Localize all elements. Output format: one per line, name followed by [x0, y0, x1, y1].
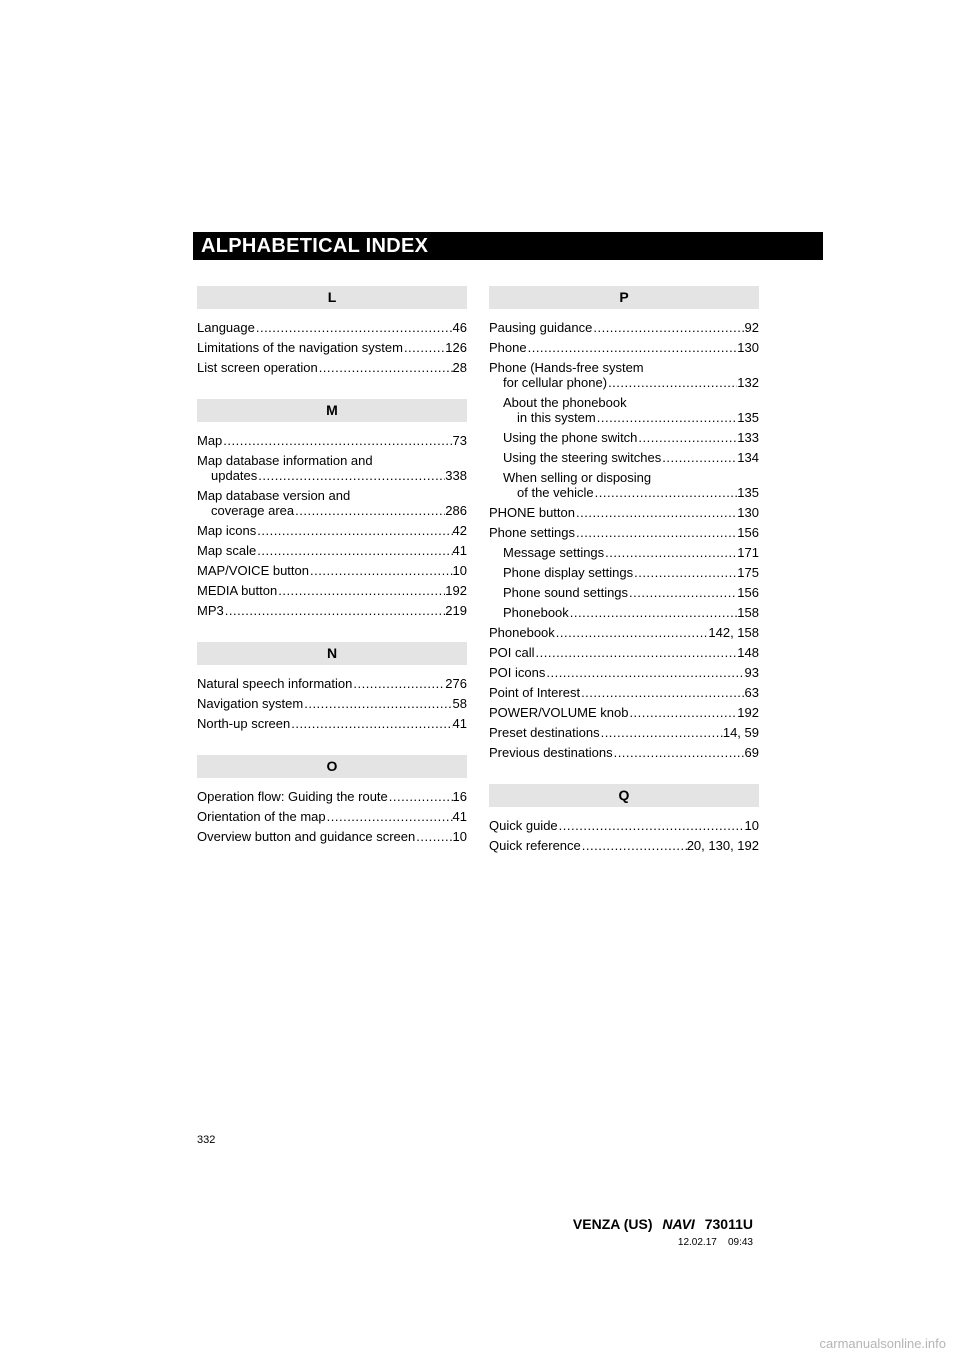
- entry-page-number: 16: [452, 789, 467, 804]
- entry-text: List screen operation: [197, 360, 318, 375]
- entry-text: Previous destinations: [489, 745, 613, 760]
- entry-heading: About the phonebook: [503, 395, 627, 410]
- entry-text: POI icons: [489, 665, 546, 680]
- dot-leader: [575, 505, 737, 520]
- entry-line: [197, 503, 467, 518]
- entry-page-number: 135: [737, 410, 759, 425]
- footer-navi: NAVI: [662, 1216, 695, 1232]
- dot-leader: [600, 725, 723, 740]
- entry-page-number: 58: [452, 696, 467, 711]
- entry-page-number: 286: [445, 503, 467, 518]
- entry-text: Preset destinations: [489, 725, 600, 740]
- entry-page-number: 134: [737, 450, 759, 465]
- entry-line: [197, 340, 467, 355]
- index-entry[interactable]: [197, 523, 467, 538]
- entry-line: [489, 605, 759, 620]
- entry-line: [197, 716, 467, 731]
- footer-date: 12.02.17: [677, 1237, 717, 1248]
- dot-leader: [575, 525, 737, 540]
- entry-heading: Phone (Hands-free system: [489, 360, 644, 375]
- entry-heading: Map database version and: [197, 488, 351, 503]
- dot-leader: [222, 433, 452, 448]
- index-entry[interactable]: [489, 450, 759, 465]
- dot-leader: [255, 320, 453, 335]
- entry-page-number: 41: [452, 716, 467, 731]
- entry-page-number: 69: [744, 745, 759, 760]
- footer-time: 09:43: [727, 1237, 753, 1248]
- entry-page-number: 73: [452, 433, 467, 448]
- index-entry[interactable]: [489, 685, 759, 700]
- index-entry[interactable]: [197, 433, 467, 448]
- section-letter: L: [197, 286, 467, 309]
- index-entry[interactable]: [197, 696, 467, 711]
- entry-text: Phone settings: [489, 525, 576, 540]
- entry-text: Quick guide: [489, 818, 558, 833]
- entry-text: Language: [197, 320, 255, 335]
- entry-page-number: 156: [737, 525, 759, 540]
- entry-text: Map: [197, 433, 223, 448]
- entry-line: [489, 705, 759, 720]
- index-section: [197, 755, 467, 844]
- entry-line: [489, 838, 759, 853]
- entry-text: Orientation of the map: [197, 809, 326, 824]
- index-entry[interactable]: [197, 716, 467, 731]
- index-entry[interactable]: [489, 665, 759, 680]
- entry-line: [197, 468, 467, 483]
- dot-leader: [415, 829, 452, 844]
- entry-page-number: 10: [452, 829, 467, 844]
- entry-page-number: 219: [445, 603, 467, 618]
- dot-leader: [580, 685, 744, 700]
- entry-text: MEDIA button: [197, 583, 278, 598]
- entry-line: [197, 523, 467, 538]
- entry-line: [489, 645, 759, 660]
- index-entry[interactable]: [197, 340, 467, 355]
- dot-leader: [581, 838, 687, 853]
- entry-page-number: 14, 59: [722, 725, 759, 740]
- section-letter: O: [197, 755, 467, 778]
- page-number: 332: [197, 1134, 216, 1146]
- entry-text: Quick reference: [489, 838, 581, 853]
- entry-text: Point of Interest: [489, 685, 581, 700]
- dot-leader: [535, 645, 738, 660]
- index-entry[interactable]: [489, 645, 759, 660]
- entry-page-number: 20, 130, 192: [686, 838, 759, 853]
- entry-page-number: 41: [452, 543, 467, 558]
- entry-page-number: 10: [744, 818, 759, 833]
- dot-leader: [326, 809, 453, 824]
- index-entry[interactable]: [197, 488, 467, 518]
- entry-line: [489, 565, 759, 580]
- section-letter: P: [489, 286, 759, 309]
- entry-line: [197, 543, 467, 558]
- index-section: [197, 286, 467, 375]
- index-entry[interactable]: [489, 625, 759, 640]
- index-entry[interactable]: [489, 565, 759, 580]
- entry-line: [197, 433, 467, 448]
- entry-line: [489, 320, 759, 335]
- entry-line: [489, 818, 759, 833]
- entry-text: Using the phone switch: [503, 430, 638, 445]
- entry-page-number: 338: [445, 468, 467, 483]
- index-section: [197, 642, 467, 731]
- entry-text: Overview button and guidance screen: [197, 829, 416, 844]
- entry-line: [197, 676, 467, 691]
- entry-page-number: 192: [737, 705, 759, 720]
- entry-text: Natural speech information: [197, 676, 353, 691]
- entry-page-number: 93: [744, 665, 759, 680]
- dot-leader: [594, 485, 738, 500]
- entry-text: in this system: [517, 410, 596, 425]
- entry-page-number: 92: [744, 320, 759, 335]
- dot-leader: [637, 430, 737, 445]
- index-entry[interactable]: [197, 809, 467, 824]
- index-entry[interactable]: [489, 360, 759, 390]
- entry-text: PHONE button: [489, 505, 575, 520]
- entry-text: Phonebook: [503, 605, 569, 620]
- index-entry[interactable]: [489, 605, 759, 620]
- footer-code: 73011U: [704, 1216, 753, 1232]
- index-entry[interactable]: [489, 340, 759, 355]
- index-entry[interactable]: [197, 360, 467, 375]
- entry-line: [489, 725, 759, 740]
- index-entry[interactable]: [197, 676, 467, 691]
- entry-text: Pausing guidance: [489, 320, 593, 335]
- entry-text: Navigation system: [197, 696, 304, 711]
- dot-leader: [256, 523, 452, 538]
- dot-leader: [592, 320, 744, 335]
- index-entry[interactable]: [489, 545, 759, 560]
- entry-text: Phone: [489, 340, 527, 355]
- index-entry[interactable]: [197, 829, 467, 844]
- entry-page-number: 158: [737, 605, 759, 620]
- entry-text: POI call: [489, 645, 535, 660]
- dot-leader: [403, 340, 445, 355]
- entry-heading: When selling or disposing: [503, 470, 652, 485]
- index-entry[interactable]: [489, 395, 759, 425]
- dot-leader: [661, 450, 737, 465]
- entry-line: [489, 375, 759, 390]
- entry-text: Limitations of the navigation system: [197, 340, 403, 355]
- dot-leader: [545, 665, 744, 680]
- entry-line: [197, 829, 467, 844]
- index-entry[interactable]: [489, 320, 759, 335]
- dot-leader: [290, 716, 452, 731]
- index-section: [489, 784, 759, 853]
- entry-line: [489, 505, 759, 520]
- dot-leader: [318, 360, 453, 375]
- entry-line: [489, 745, 759, 760]
- dot-leader: [558, 818, 745, 833]
- dot-leader: [303, 696, 452, 711]
- entry-page-number: 276: [445, 676, 467, 691]
- entry-page-number: 132: [737, 375, 759, 390]
- footer-model: VENZA (US): [572, 1216, 653, 1232]
- entry-page-number: 46: [452, 320, 467, 335]
- entry-line: [489, 525, 759, 540]
- index-entry[interactable]: [197, 603, 467, 618]
- index-entry[interactable]: [489, 725, 759, 740]
- footer-timestamp: [678, 1237, 753, 1248]
- index-column-right: [489, 286, 759, 877]
- entry-line: [489, 340, 759, 355]
- entry-line: [197, 360, 467, 375]
- entry-page-number: 135: [737, 485, 759, 500]
- entry-page-number: 126: [445, 340, 467, 355]
- entry-text: coverage area: [211, 503, 295, 518]
- entry-text: for cellular phone): [503, 375, 608, 390]
- watermark: carmanualsonline.info: [819, 1336, 946, 1351]
- entry-line: [489, 665, 759, 680]
- index-entry[interactable]: [489, 838, 759, 853]
- entry-heading: Map database information and: [197, 453, 373, 468]
- dot-leader: [633, 565, 737, 580]
- entry-line: [489, 430, 759, 445]
- entry-page-number: 133: [737, 430, 759, 445]
- entry-text: Operation flow: Guiding the route: [197, 789, 388, 804]
- entry-line: [489, 410, 759, 425]
- index-entry[interactable]: [197, 320, 467, 335]
- index-entry[interactable]: [489, 705, 759, 720]
- dot-leader: [607, 375, 737, 390]
- index-entry[interactable]: [197, 789, 467, 804]
- entry-text: POWER/VOLUME knob: [489, 705, 629, 720]
- entry-page-number: 171: [737, 545, 759, 560]
- entry-line: [489, 585, 759, 600]
- dot-leader: [257, 468, 445, 483]
- index-entry[interactable]: [489, 470, 759, 500]
- dot-leader: [224, 603, 446, 618]
- entry-text: Phone display settings: [503, 565, 634, 580]
- index-entry[interactable]: [489, 745, 759, 760]
- entry-line: [197, 696, 467, 711]
- index-entry[interactable]: [489, 818, 759, 833]
- entry-line: [197, 809, 467, 824]
- entry-line: [489, 625, 759, 640]
- entry-text: Using the steering switches: [503, 450, 662, 465]
- section-header-bar: [193, 232, 823, 260]
- entry-page-number: 142, 158: [708, 625, 759, 640]
- dot-leader: [294, 503, 445, 518]
- entry-line: [197, 563, 467, 578]
- entry-text: Message settings: [503, 545, 605, 560]
- entry-page-number: 130: [737, 340, 759, 355]
- index-entry[interactable]: [197, 583, 467, 598]
- dot-leader: [596, 410, 738, 425]
- dot-leader: [388, 789, 453, 804]
- entry-page-number: 175: [737, 565, 759, 580]
- entry-page-number: 10: [452, 563, 467, 578]
- entry-line: [489, 450, 759, 465]
- dot-leader: [352, 676, 445, 691]
- entry-line: [197, 603, 467, 618]
- entry-line: [489, 685, 759, 700]
- index-section: [197, 399, 467, 618]
- entry-page-number: 63: [744, 685, 759, 700]
- entry-text: MAP/VOICE button: [197, 563, 309, 578]
- entry-line: [197, 583, 467, 598]
- entry-text: North-up screen: [197, 716, 291, 731]
- index-entry[interactable]: [489, 585, 759, 600]
- dot-leader: [613, 745, 745, 760]
- entry-text: Map icons: [197, 523, 257, 538]
- entry-line: [489, 485, 759, 500]
- index-entry[interactable]: [489, 505, 759, 520]
- index-column-left: [197, 286, 467, 868]
- index-entry[interactable]: [197, 453, 467, 483]
- dot-leader: [527, 340, 738, 355]
- dot-leader: [256, 543, 452, 558]
- entry-text: MP3: [197, 603, 224, 618]
- entry-line: [197, 320, 467, 335]
- entry-page-number: 42: [452, 523, 467, 538]
- entry-page-number: 41: [452, 809, 467, 824]
- index-entry[interactable]: [197, 543, 467, 558]
- entry-text: Phonebook: [489, 625, 555, 640]
- dot-leader: [628, 585, 737, 600]
- index-entry[interactable]: [489, 430, 759, 445]
- entry-text: updates: [211, 468, 258, 483]
- page-title: ALPHABETICAL INDEX: [201, 235, 429, 257]
- dot-leader: [309, 563, 453, 578]
- index-entry[interactable]: [197, 563, 467, 578]
- entry-page-number: 156: [737, 585, 759, 600]
- dot-leader: [569, 605, 738, 620]
- section-letter: M: [197, 399, 467, 422]
- index-section: [489, 286, 759, 760]
- index-entry[interactable]: [489, 525, 759, 540]
- entry-line: [197, 789, 467, 804]
- entry-line: [489, 545, 759, 560]
- dot-leader: [628, 705, 737, 720]
- footer-model-line: [573, 1216, 753, 1232]
- section-letter: N: [197, 642, 467, 665]
- dot-leader: [277, 583, 445, 598]
- entry-page-number: 28: [452, 360, 467, 375]
- section-letter: Q: [489, 784, 759, 807]
- entry-page-number: 192: [445, 583, 467, 598]
- entry-page-number: 148: [737, 645, 759, 660]
- entry-text: Phone sound settings: [503, 585, 629, 600]
- dot-leader: [555, 625, 709, 640]
- entry-text: Map scale: [197, 543, 257, 558]
- entry-page-number: 130: [737, 505, 759, 520]
- entry-text: of the vehicle: [517, 485, 594, 500]
- dot-leader: [604, 545, 737, 560]
